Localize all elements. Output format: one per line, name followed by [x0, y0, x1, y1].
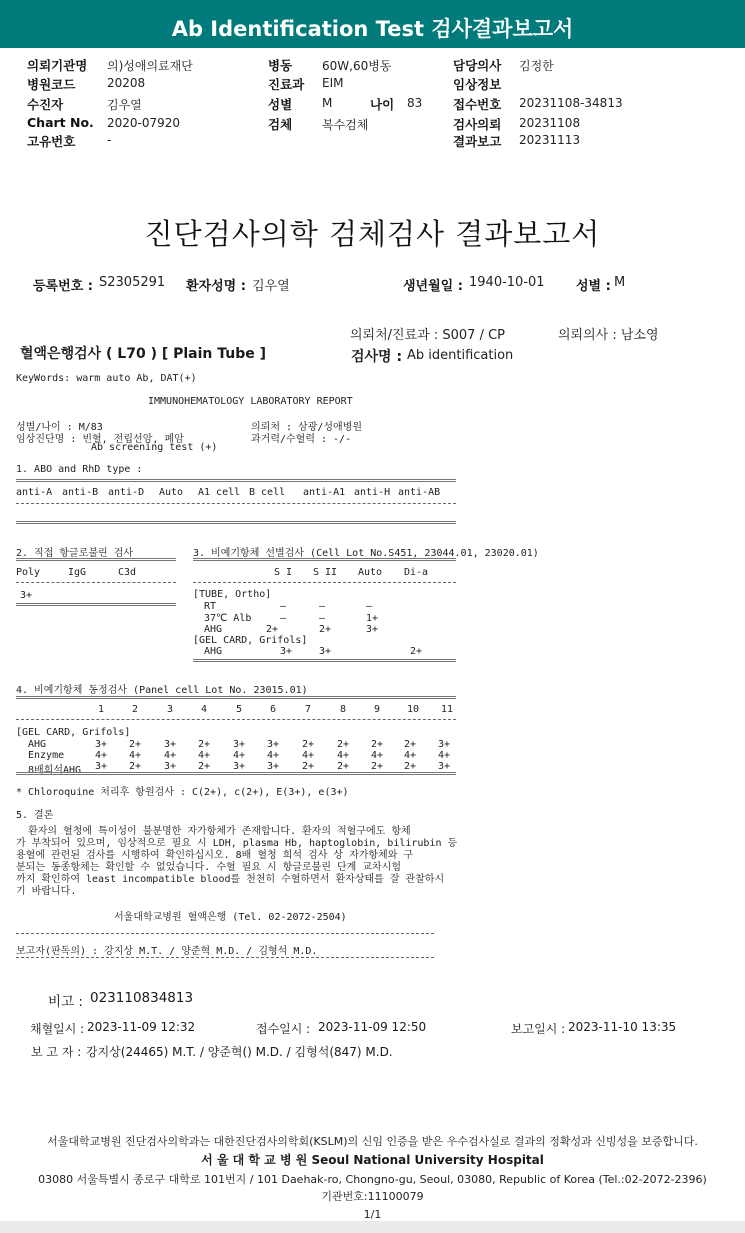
screen-tube-method: [TUBE, Ortho] [193, 589, 272, 600]
panel-col-3: 3 [167, 704, 174, 715]
referral: 의뢰처/진료과 : S007 / CP [350, 328, 505, 343]
conclusion-line: 기 바랍니다. [16, 886, 77, 897]
panel-cell: 4+ [337, 750, 350, 761]
screen-cell: – [319, 613, 326, 624]
panel-col-1: 1 [98, 704, 105, 715]
screen-row-label: AHG [204, 646, 223, 657]
receipt-value: 20231108-34813 [519, 96, 623, 110]
reporter-value: 강지상(24465) M.T. / 양준혁() M.D. / 김형석(847) M.D. [86, 1045, 393, 1059]
panel-col-9: 9 [374, 704, 381, 715]
chart-value: 2020-07920 [107, 116, 181, 130]
reporters-line: 보고자(판독의) : 강지상 M.T. / 양준혁 M.D. / 김형석 M.D. [16, 946, 318, 957]
panel-cell: 3+ [164, 761, 177, 772]
screen-cell: – [319, 601, 326, 612]
result-report-value: 20231113 [519, 133, 581, 147]
chart-label: Chart No. [27, 115, 94, 130]
test-request-value: 20231108 [519, 116, 581, 130]
abo-col-anti-h: anti-H [354, 487, 391, 498]
certification-statement: 서울대학교병원 진단검사의학과는 대한진단검사의학회(KSLM)의 신임 인증을 받은 우수검사실로 결과의 정확성과 신빙성을 보증합니다. [47, 1135, 698, 1148]
section5-title: 5. 결론 [16, 810, 54, 821]
panel-cell: 2+ [129, 739, 142, 750]
screen-col-s2: S II [313, 567, 338, 578]
ward-value: 60W,60병동 [322, 59, 392, 73]
screen-col-auto: Auto [358, 567, 383, 578]
panel-cell: 3+ [267, 761, 280, 772]
section2-title: 2. 직접 항글로불린 검사 [16, 548, 134, 559]
conclusion-line: 분되는 동종항체는 확인할 수 없었습니다. 수혈 필요 시 항글로불린 단계 교차시험 [16, 862, 402, 873]
test-request-label: 검사의뢰 [453, 117, 502, 132]
requester-value: 의)성애의료재단 [107, 59, 193, 73]
panel-cell: 4+ [404, 750, 417, 761]
panel-cell: 2+ [302, 761, 315, 772]
section1-title: 1. ABO and RhD type : [16, 464, 143, 475]
age-label: 나이 [370, 97, 395, 112]
referral-place: 의뢰처 : 삼광/성애병원 [251, 422, 363, 433]
section1-mid-line [16, 503, 456, 504]
receipt-label: 접수번호 [453, 97, 502, 112]
unique-label: 고유번호 [27, 134, 76, 149]
panel-col-6: 6 [270, 704, 277, 715]
panel-cell: 2+ [129, 761, 142, 772]
panel-cell: 2+ [371, 761, 384, 772]
panel-col-11: 11 [441, 704, 454, 715]
dat-col-poly: Poly [16, 567, 41, 578]
note-value: 023110834813 [90, 990, 194, 1006]
panel-row-label: 8배희석AHG [28, 765, 82, 776]
screen-row-label: 37℃ Alb [204, 613, 252, 624]
report-date-value: 2023-11-10 13:35 [568, 1020, 677, 1034]
referral-doctor: 의뢰의사 : 남소영 [558, 328, 659, 343]
panel-cell: 3+ [267, 739, 280, 750]
ward-label: 병동 [268, 58, 293, 73]
abo-col-b-cell: B cell [249, 487, 286, 498]
sex-label: 성별 [268, 97, 293, 112]
age-value: 83 [407, 96, 423, 110]
report-sex-value: M [614, 275, 626, 290]
screen-col-s1: S I [274, 567, 293, 578]
test-name-label: 검사명 : [351, 349, 403, 365]
test-name-value: Ab identification [407, 348, 514, 363]
name-label: 환자성명 : [186, 279, 246, 294]
section2-mid-line [16, 582, 176, 583]
conclusion-text [16, 826, 457, 898]
dat-col-igg: IgG [68, 567, 87, 578]
clinical-diagnosis: 임상진단명 : 빈혈, 전립선암, 폐암 [16, 434, 184, 445]
hospital-address: 03080 서울특별시 종로구 대학로 101번지 / 101 Daehak-ro, Chongno-gu, Seoul, 03080, Republic of Korea (Tel.:02-2072-2396) [38, 1173, 707, 1186]
panel-cell: 4+ [438, 750, 451, 761]
section4-title: 4. 비예기항체 동정검사 (Panel cell Lot No. 23015.01) [16, 685, 308, 696]
receive-label: 접수일시 : [256, 1022, 311, 1036]
panel-cell: 3+ [438, 739, 451, 750]
panel-cell: 3+ [233, 739, 246, 750]
name-value: 김우열 [252, 279, 290, 294]
screen-cell: – [366, 601, 373, 612]
section2-bottom-line [16, 603, 176, 606]
abo-col-a1-cell: A1 cell [198, 487, 241, 498]
section3-title: 3. 비예기항체 선별검사 (Cell Lot No.S451, 23044.01, 23020.01) [193, 548, 539, 559]
panel-cell: 2+ [198, 739, 211, 750]
panel-cell: 4+ [95, 750, 108, 761]
panel-cell: 3+ [95, 739, 108, 750]
section3-bottom-line [193, 659, 456, 662]
section3-top-line [193, 558, 456, 561]
hospital-name [0, 1151, 745, 1168]
section4-bottom-line [16, 772, 456, 775]
abo-col-anti-ab: anti-AB [398, 487, 441, 498]
sex-age-line: 성별/나이 : M/83 [16, 422, 103, 433]
collect-label: 채혈일시 : [30, 1022, 85, 1036]
abo-col-anti-b: anti-B [62, 487, 99, 498]
bottom-gutter [0, 1221, 745, 1233]
panel-col-7: 7 [305, 704, 312, 715]
hospital-name-en: Seoul National University Hospital [311, 1153, 544, 1167]
abo-col-anti-a1: anti-A1 [303, 487, 346, 498]
panel-cell: 4+ [371, 750, 384, 761]
panel-col-10: 10 [407, 704, 420, 715]
hospital-code-value: 20208 [107, 76, 146, 90]
requester-label: 의뢰기관명 [27, 58, 88, 73]
panel-cell: 4+ [233, 750, 246, 761]
screen-cell: 2+ [319, 624, 332, 635]
panel-cell: 4+ [164, 750, 177, 761]
conclusion-line: 용혈에 관련된 검사를 시행하여 확인하십시오. 8배 혈청 희석 검사 상 자가항체와 구 [16, 850, 414, 861]
transfusion-history: 과거력/수혈력 : -/- [251, 434, 352, 445]
panel-cell: 3+ [438, 761, 451, 772]
screen-cell: 3+ [280, 646, 293, 657]
institution-number: 기관번호:11100079 [321, 1190, 424, 1203]
panel-cell: 3+ [233, 761, 246, 772]
dob-label: 생년월일 : [403, 279, 463, 294]
screen-cell: – [280, 613, 287, 624]
panel-cell: 2+ [404, 739, 417, 750]
hospital-name-ko: 서 울 대 학 교 병 원 [201, 1153, 308, 1167]
screen-row-label: RT [204, 601, 217, 612]
abo-col-anti-a: anti-A [16, 487, 53, 498]
report-date-label: 보고일시 : [511, 1022, 566, 1036]
section2-top-line [16, 558, 176, 561]
screen-row-label: AHG [204, 624, 223, 635]
abo-col-auto: Auto [159, 487, 184, 498]
screen-cell: – [280, 601, 287, 612]
patient-label: 수진자 [27, 97, 64, 112]
panel-cell: 4+ [302, 750, 315, 761]
screen-col-dia: Di-a [404, 567, 429, 578]
conclusion-line: 까지 확인하여 least incompatible blood를 천천히 수혈하면서 환자상태를 잘 관찰하시 [16, 874, 445, 885]
clinical-label: 임상정보 [453, 77, 502, 92]
screen-cell: 3+ [366, 624, 379, 635]
header-title: Ab Identification Test 검사결과보고서 [171, 17, 574, 41]
section1-top-line [16, 479, 456, 482]
panel-cell: 2+ [302, 739, 315, 750]
test-category: 혈액은행검사 ( L70 ) [ Plain Tube ] [20, 346, 267, 362]
panel-col-2: 2 [132, 704, 139, 715]
lab-report-title: IMMUNOHEMATOLOGY LABORATORY REPORT [148, 396, 353, 407]
panel-cell: 4+ [267, 750, 280, 761]
note-label: 비고 : [48, 994, 83, 1010]
panel-col-5: 5 [236, 704, 243, 715]
panel-cell: 3+ [164, 739, 177, 750]
panel-gel-method: [GEL CARD, Grifols] [16, 727, 131, 738]
panel-row-label: AHG [28, 739, 47, 750]
panel-cell: 2+ [371, 739, 384, 750]
dept-value: EIM [322, 76, 344, 90]
screen-gel-method: [GEL CARD, Grifols] [193, 635, 308, 646]
unique-value: - [107, 133, 112, 147]
patient-value: 김우열 [107, 98, 142, 112]
screen-cell: 2+ [266, 624, 279, 635]
doctor-value: 김정한 [519, 59, 554, 73]
page-number: 1/1 [363, 1208, 382, 1221]
keywords: KeyWords: warm auto Ab, DAT(+) [16, 373, 197, 384]
ab-screening: Ab screening test (+) [91, 442, 218, 453]
panel-cell: 4+ [129, 750, 142, 761]
chloroquine-result: * Chloroquine 처리후 항원검사 : C(2+), c(2+), E(3+), e(3+) [16, 787, 349, 798]
sex-value: M [322, 96, 333, 110]
panel-row-label: Enzyme [28, 750, 65, 761]
reporters-top-line [16, 933, 434, 934]
report-sex-label: 성별 : [576, 279, 611, 294]
reg-label: 등록번호 : [33, 279, 93, 294]
panel-col-4: 4 [201, 704, 208, 715]
section3-mid-line [193, 582, 456, 583]
dept-label: 진료과 [268, 77, 305, 92]
collect-value: 2023-11-09 12:32 [87, 1020, 196, 1034]
reporter-label: 보 고 자 : [31, 1045, 82, 1059]
panel-cell: 2+ [198, 761, 211, 772]
conclusion-line: 가 부착되어 있으며, 임상적으로 필요 시 LDH, plasma Hb, haptoglobin, bilirubin 등 [16, 838, 458, 849]
specimen-value: 복수검체 [322, 118, 369, 132]
section1-bottom-line [16, 521, 456, 524]
report-title: 진단검사의학 검체검사 결과보고서 [144, 217, 601, 251]
panel-cell: 2+ [337, 761, 350, 772]
section4-mid-line [16, 719, 456, 720]
specimen-label: 검체 [268, 117, 293, 132]
panel-cell: 4+ [198, 750, 211, 761]
doctor-label: 담당의사 [453, 58, 502, 73]
abo-col-anti-d: anti-D [108, 487, 145, 498]
panel-cell: 2+ [404, 761, 417, 772]
dob-value: 1940-10-01 [469, 275, 545, 290]
section4-top-line [16, 696, 456, 699]
receive-value: 2023-11-09 12:50 [318, 1020, 427, 1034]
panel-col-8: 8 [340, 704, 347, 715]
panel-cell: 3+ [95, 761, 108, 772]
reporters-bottom-line [16, 957, 434, 958]
screen-cell: 1+ [366, 613, 379, 624]
result-report-label: 결과보고 [453, 134, 502, 149]
hospital-code-label: 병원코드 [27, 77, 76, 92]
dat-poly-value: 3+ [20, 590, 33, 601]
panel-cell: 2+ [337, 739, 350, 750]
bloodbank-contact: 서울대학교병원 혈액은행 (Tel. 02-2072-2504) [114, 912, 347, 923]
screen-cell: 3+ [319, 646, 332, 657]
dat-col-c3d: C3d [118, 567, 137, 578]
conclusion-line: 환자의 혈청에 특이성이 불분명한 자가항체가 존재합니다. 환자의 적혈구에도 항체 [16, 826, 411, 837]
screen-cell: 2+ [410, 646, 423, 657]
reg-value: S2305291 [99, 275, 166, 290]
